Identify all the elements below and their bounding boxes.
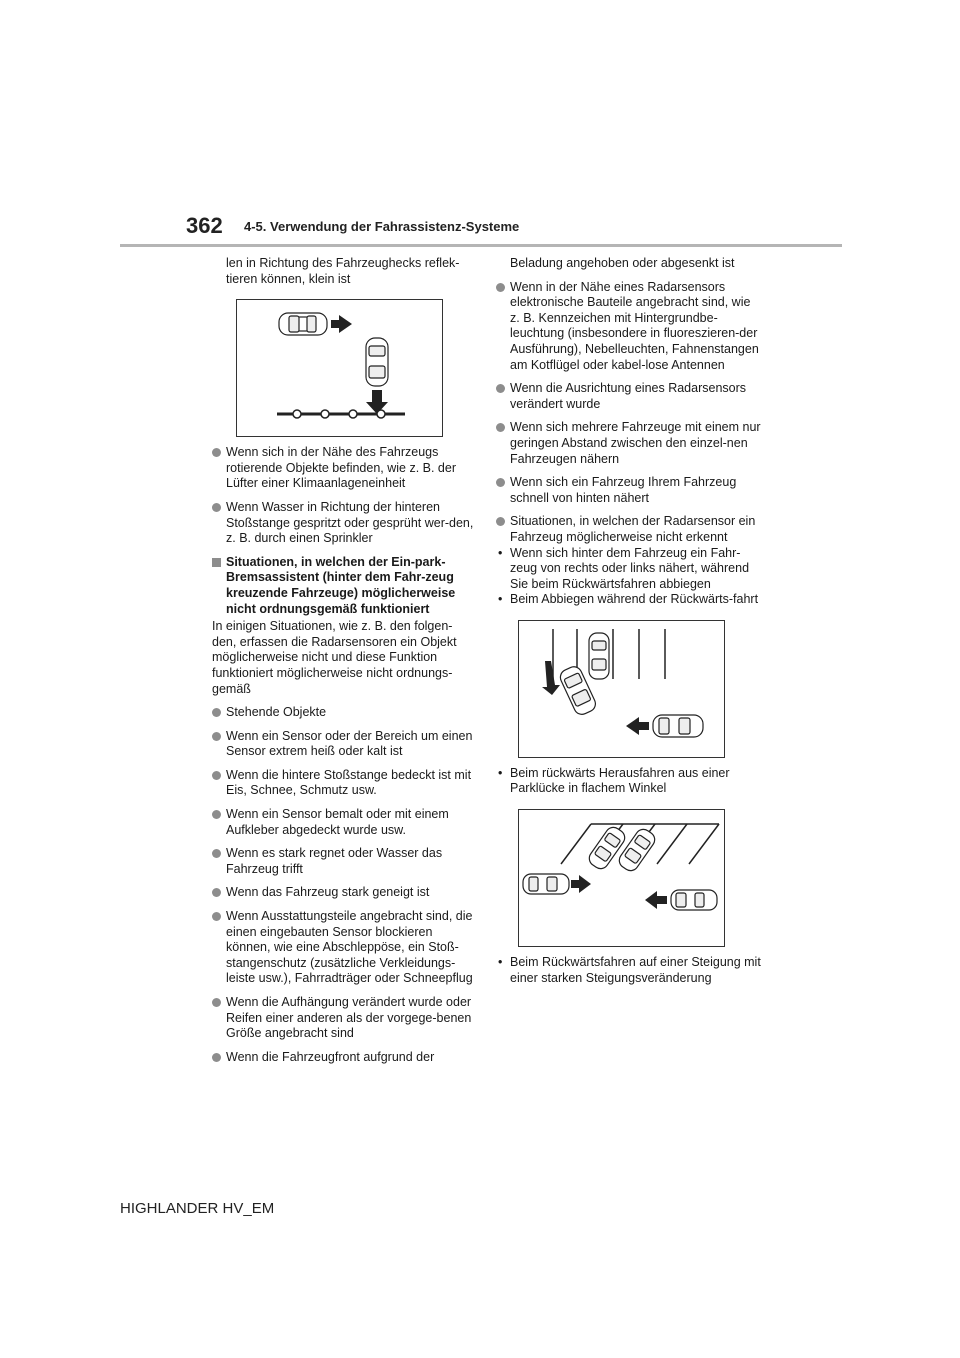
continuation-text: Beladung angehoben oder abgesenkt ist (510, 256, 735, 270)
arrow-curve-down-icon (542, 661, 560, 695)
footer-model: HIGHLANDER HV_EM (120, 1200, 275, 1217)
dash-item: • Beim Rückwärtsfahren auf einer Steigung mit einer starken Steigungsveränderung (496, 955, 762, 986)
turning-reverse-illustration (519, 621, 724, 757)
bullet-item: Stehende Objekte (212, 705, 474, 721)
bullet-item: Wenn sich mehrere Fahrzeuge mit einem nur geringen Abstand zwischen den einzel-nen Fahrzeugen nähern (496, 420, 762, 467)
bullet-item: Wenn die Ausrichtung eines Radarsensors verändert wurde (496, 381, 762, 412)
bullet-item: Wenn sich ein Fahrzeug Ihrem Fahrzeug schnell von hinten nähert (496, 475, 762, 506)
arrow-left-icon (645, 891, 667, 909)
bullet-item: Wenn in der Nähe eines Radarsensors elektronische Bauteile angebracht sind, wie z. B. Kennzeichen mit Hintergrundbe-leuchtung (insbesondere in fluoreszieren-der Ausführung), Nebelleuchten, Fahnenstangen am Kotflügel oder kabel-lose Antennen (496, 280, 762, 374)
arrow-down-icon (366, 390, 388, 414)
bullet-item: Wenn Ausstattungsteile angebracht sind, die einen eingebauten Sensor blockieren können, wie eine Abschleppöse, ein Stoß-stangenschutz (zusätzliche Verkleidungs-leiste usw.), Fahrradträger oder Schneepflug (212, 909, 474, 987)
car-top-view-vertical (366, 338, 388, 386)
arrow-left-icon (626, 717, 649, 735)
dash-item: • Beim Abbiegen während der Rückwärts-fahrt (496, 592, 762, 608)
parked-car (589, 633, 609, 679)
bullet-item: Wenn ein Sensor bemalt oder mit einem Aufkleber abgedeckt wurde usw. (212, 807, 474, 838)
bullet-item: Wenn ein Sensor oder der Bereich um einen Sensor extrem heiß oder kalt ist (212, 729, 474, 760)
header-rule (120, 244, 842, 247)
subsection-heading: Situationen, in welchen der Ein-park-Bremsassistent (hinter dem Fahr-zeug kreuzende Fahrzeuge) möglicherweise nicht ordnungsgemäß funktioniert (212, 555, 474, 617)
figure-reflection (236, 299, 443, 437)
bullet-item: Wenn Wasser in Richtung der hinteren Stoßstange gespritzt oder gesprüht wer-den, z. B. durch einen Sprinkler (212, 500, 474, 547)
arrow-right-icon (571, 875, 591, 893)
reflection-illustration (237, 300, 442, 436)
bullet-item: Wenn sich in der Nähe des Fahrzeugs rotierende Objekte befinden, wie z. B. der Lüfter einer Klimaanlageneinheit (212, 445, 474, 492)
figure-turning-reverse (518, 620, 725, 758)
left-column (212, 256, 474, 1065)
left-approaching-car (523, 874, 569, 894)
page-number: 362 (186, 213, 223, 238)
arrow-right-icon (331, 315, 352, 333)
intro-text: len in Richtung des Fahrzeughecks reflek-tieren können, klein ist (226, 256, 460, 286)
car-top-view-horizontal (279, 313, 327, 335)
angled-parking-illustration (519, 810, 724, 946)
bullet-item: Wenn es stark regnet oder Wasser das Fahrzeug trifft (212, 846, 474, 877)
dash-item: • Beim rückwärts Herausfahren aus einer Parklücke in flachem Winkel (496, 766, 762, 797)
bullet-item: Wenn die Fahrzeugfront aufgrund der (212, 1050, 474, 1066)
body-paragraph: In einigen Situationen, wie z. B. den folgen-den, erfassen die Radarsensoren ein Objekt möglicherweise nicht und diese Funktion funktioniert möglicherweise nicht ordnungs-gemäß (212, 619, 457, 696)
right-column (496, 256, 762, 986)
approaching-car (653, 715, 703, 737)
bullet-item: Wenn die Aufhängung verändert wurde oder Reifen einer anderen als der vorgege-benen Größe angebracht sind (212, 995, 474, 1042)
section-title: 4-5. Verwendung der Fahrassistenz-Systeme (244, 219, 520, 234)
bullet-item: Wenn das Fahrzeug stark geneigt ist (212, 885, 474, 901)
figure-angled-parking (518, 809, 725, 947)
bullet-item: Situationen, in welchen der Radarsensor ein Fahrzeug möglicherweise nicht erkennt (496, 514, 762, 545)
right-approaching-car (671, 890, 717, 910)
bullet-item: Wenn die hintere Stoßstange bedeckt ist mit Eis, Schnee, Schmutz usw. (212, 768, 474, 799)
dash-item: • Wenn sich hinter dem Fahrzeug ein Fahr-zeug von rechts oder links nähert, während Sie beim Rückwärtsfahren abbiegen (496, 546, 762, 593)
